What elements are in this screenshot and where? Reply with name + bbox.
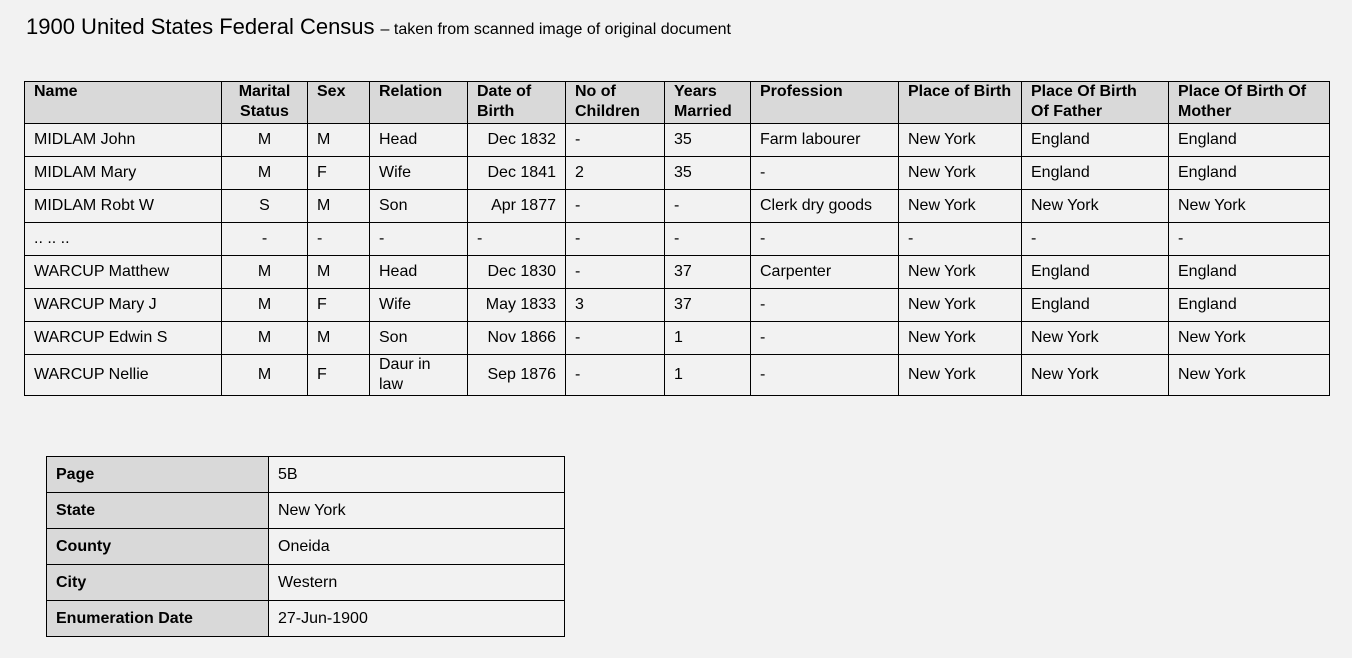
cell-sex: M bbox=[308, 190, 370, 223]
cell-years-married: 37 bbox=[665, 256, 751, 289]
cell-mother-birthplace: New York bbox=[1169, 190, 1330, 223]
column-header-sex: Sex bbox=[308, 82, 370, 124]
table-row bbox=[25, 256, 1330, 289]
cell-father-birthplace: New York bbox=[1022, 355, 1169, 396]
cell-place-of-birth: - bbox=[899, 223, 1022, 256]
cell-place-of-birth: New York bbox=[899, 256, 1022, 289]
cell-sex: M bbox=[308, 322, 370, 355]
cell-name: MIDLAM John bbox=[25, 124, 222, 157]
cell-sex: - bbox=[308, 223, 370, 256]
cell-marital-status: M bbox=[222, 157, 308, 190]
cell-place-of-birth: New York bbox=[899, 289, 1022, 322]
info-label: County bbox=[47, 529, 269, 565]
cell-sex: F bbox=[308, 157, 370, 190]
cell-sex: F bbox=[308, 289, 370, 322]
cell-date-of-birth: May 1833 bbox=[468, 289, 566, 322]
column-header-no-of-children: No of Children bbox=[566, 82, 665, 124]
cell-profession: - bbox=[751, 289, 899, 322]
census-table bbox=[24, 81, 1330, 396]
column-header-father-birthplace: Place Of Birth Of Father bbox=[1022, 82, 1169, 124]
cell-profession: - bbox=[751, 157, 899, 190]
cell-date-of-birth: Dec 1830 bbox=[468, 256, 566, 289]
cell-name: WARCUP Matthew bbox=[25, 256, 222, 289]
cell-father-birthplace: England bbox=[1022, 289, 1169, 322]
cell-place-of-birth: New York bbox=[899, 322, 1022, 355]
census-info-table bbox=[46, 456, 565, 637]
cell-years-married: 35 bbox=[665, 157, 751, 190]
column-header-mother-birthplace: Place Of Birth Of Mother bbox=[1169, 82, 1330, 124]
cell-marital-status: M bbox=[222, 124, 308, 157]
cell-no-of-children: - bbox=[566, 256, 665, 289]
cell-name: .. .. .. bbox=[25, 223, 222, 256]
cell-years-married: 37 bbox=[665, 289, 751, 322]
cell-years-married: - bbox=[665, 223, 751, 256]
info-value: New York bbox=[269, 493, 565, 529]
info-label: Enumeration Date bbox=[47, 601, 269, 637]
cell-name: MIDLAM Mary bbox=[25, 157, 222, 190]
info-row-state bbox=[47, 493, 565, 529]
info-row-page bbox=[47, 457, 565, 493]
column-header-years-married: Years Married bbox=[665, 82, 751, 124]
cell-marital-status: S bbox=[222, 190, 308, 223]
cell-date-of-birth: - bbox=[468, 223, 566, 256]
cell-place-of-birth: New York bbox=[899, 190, 1022, 223]
cell-marital-status: M bbox=[222, 355, 308, 396]
cell-no-of-children: - bbox=[566, 190, 665, 223]
info-row-county bbox=[47, 529, 565, 565]
cell-mother-birthplace: England bbox=[1169, 157, 1330, 190]
cell-name: WARCUP Edwin S bbox=[25, 322, 222, 355]
cell-father-birthplace: England bbox=[1022, 157, 1169, 190]
cell-years-married: 1 bbox=[665, 355, 751, 396]
info-label: Page bbox=[47, 457, 269, 493]
cell-sex: F bbox=[308, 355, 370, 396]
cell-place-of-birth: New York bbox=[899, 355, 1022, 396]
cell-place-of-birth: New York bbox=[899, 124, 1022, 157]
cell-marital-status: M bbox=[222, 322, 308, 355]
info-value: 27-Jun-1900 bbox=[269, 601, 565, 637]
info-row-city bbox=[47, 565, 565, 601]
table-row bbox=[25, 322, 1330, 355]
table-row bbox=[25, 355, 1330, 396]
census-title: 1900 United States Federal Census bbox=[26, 14, 375, 39]
cell-date-of-birth: Dec 1841 bbox=[468, 157, 566, 190]
info-label: City bbox=[47, 565, 269, 601]
cell-mother-birthplace: England bbox=[1169, 124, 1330, 157]
census-subtitle: – taken from scanned image of original document bbox=[380, 21, 731, 38]
table-header-row bbox=[25, 82, 1330, 124]
cell-no-of-children: 2 bbox=[566, 157, 665, 190]
column-header-relation: Relation bbox=[370, 82, 468, 124]
cell-name: WARCUP Nellie bbox=[25, 355, 222, 396]
cell-name: WARCUP Mary J bbox=[25, 289, 222, 322]
cell-relation: Head bbox=[370, 256, 468, 289]
cell-years-married: 35 bbox=[665, 124, 751, 157]
cell-father-birthplace: New York bbox=[1022, 190, 1169, 223]
info-label: State bbox=[47, 493, 269, 529]
cell-relation: Wife bbox=[370, 157, 468, 190]
table-row bbox=[25, 124, 1330, 157]
column-header-place-of-birth: Place of Birth bbox=[899, 82, 1022, 124]
cell-mother-birthplace: England bbox=[1169, 289, 1330, 322]
table-row bbox=[25, 289, 1330, 322]
cell-no-of-children: - bbox=[566, 355, 665, 396]
column-header-date-of-birth: Date of Birth bbox=[468, 82, 566, 124]
cell-profession: - bbox=[751, 322, 899, 355]
cell-date-of-birth: Apr 1877 bbox=[468, 190, 566, 223]
cell-relation: Head bbox=[370, 124, 468, 157]
table-row bbox=[25, 223, 1330, 256]
cell-years-married: - bbox=[665, 190, 751, 223]
cell-place-of-birth: New York bbox=[899, 157, 1022, 190]
cell-relation: Son bbox=[370, 322, 468, 355]
cell-profession: - bbox=[751, 223, 899, 256]
cell-father-birthplace: England bbox=[1022, 124, 1169, 157]
cell-name: MIDLAM Robt W bbox=[25, 190, 222, 223]
info-value: Oneida bbox=[269, 529, 565, 565]
cell-mother-birthplace: - bbox=[1169, 223, 1330, 256]
cell-father-birthplace: England bbox=[1022, 256, 1169, 289]
cell-mother-birthplace: England bbox=[1169, 256, 1330, 289]
cell-no-of-children: - bbox=[566, 124, 665, 157]
column-header-name: Name bbox=[25, 82, 222, 124]
table-row bbox=[25, 157, 1330, 190]
cell-no-of-children: 3 bbox=[566, 289, 665, 322]
table-row bbox=[25, 190, 1330, 223]
cell-no-of-children: - bbox=[566, 322, 665, 355]
info-row-enumeration-date bbox=[47, 601, 565, 637]
cell-years-married: 1 bbox=[665, 322, 751, 355]
cell-relation: Wife bbox=[370, 289, 468, 322]
page-title bbox=[26, 14, 731, 40]
cell-date-of-birth: Sep 1876 bbox=[468, 355, 566, 396]
cell-profession: Farm labourer bbox=[751, 124, 899, 157]
cell-mother-birthplace: New York bbox=[1169, 322, 1330, 355]
cell-no-of-children: - bbox=[566, 223, 665, 256]
cell-marital-status: M bbox=[222, 256, 308, 289]
cell-date-of-birth: Dec 1832 bbox=[468, 124, 566, 157]
cell-sex: M bbox=[308, 124, 370, 157]
cell-father-birthplace: New York bbox=[1022, 322, 1169, 355]
cell-profession: Clerk dry goods bbox=[751, 190, 899, 223]
cell-profession: - bbox=[751, 355, 899, 396]
cell-father-birthplace: - bbox=[1022, 223, 1169, 256]
info-value: Western bbox=[269, 565, 565, 601]
cell-profession: Carpenter bbox=[751, 256, 899, 289]
column-header-marital-status: Marital Status bbox=[222, 82, 308, 124]
cell-mother-birthplace: New York bbox=[1169, 355, 1330, 396]
cell-relation: Son bbox=[370, 190, 468, 223]
cell-date-of-birth: Nov 1866 bbox=[468, 322, 566, 355]
cell-sex: M bbox=[308, 256, 370, 289]
cell-marital-status: M bbox=[222, 289, 308, 322]
cell-relation: - bbox=[370, 223, 468, 256]
column-header-profession: Profession bbox=[751, 82, 899, 124]
info-value: 5B bbox=[269, 457, 565, 493]
cell-relation: Daur in law bbox=[370, 355, 468, 396]
cell-marital-status: - bbox=[222, 223, 308, 256]
